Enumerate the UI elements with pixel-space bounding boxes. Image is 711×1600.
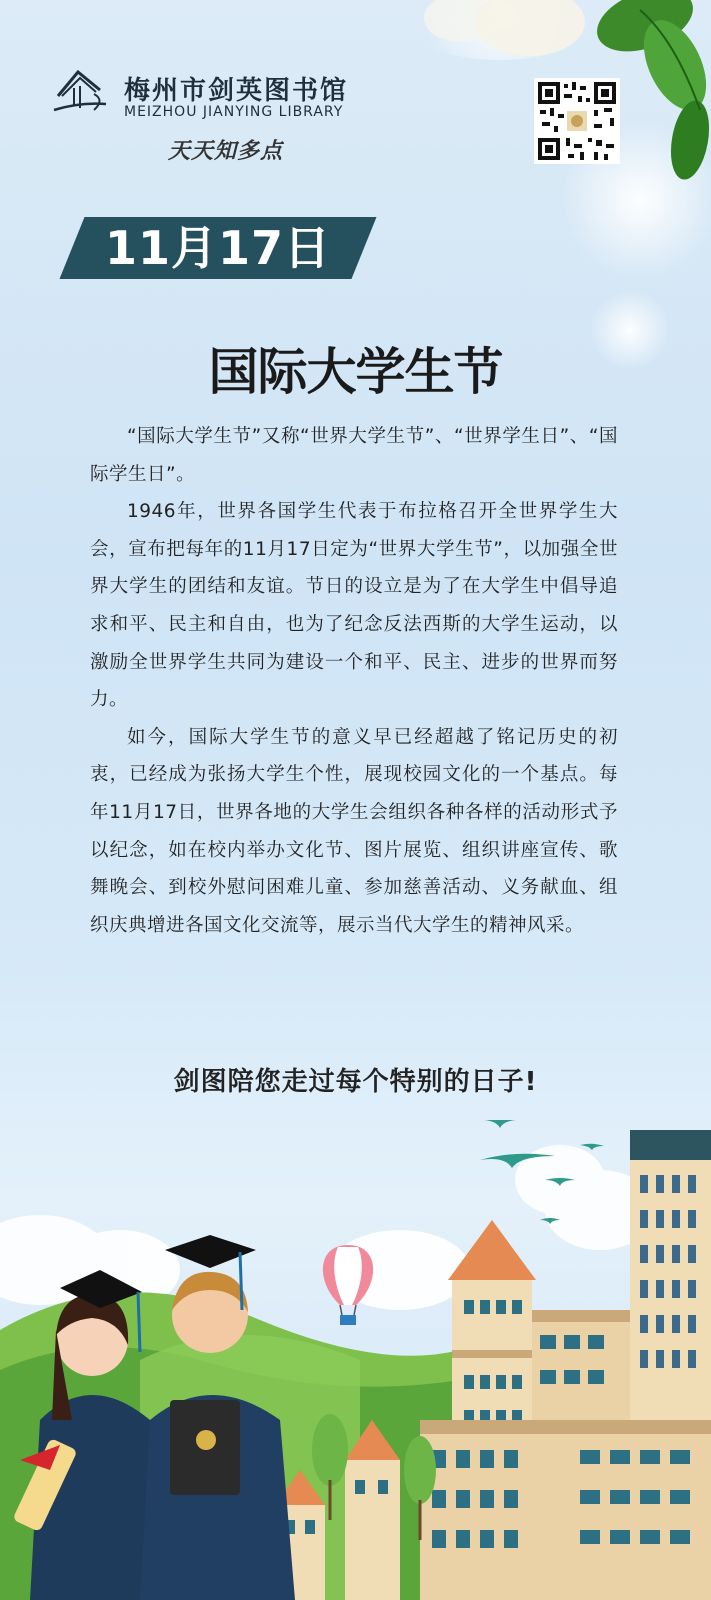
hot-air-balloon-icon [323, 1245, 373, 1325]
page-title: 国际大学生节 [208, 343, 503, 401]
article-body [90, 418, 618, 944]
paragraph: “国际大学生节”又称“世界大学生节”、“世界学生日”、“国际学生日”。 [90, 426, 618, 485]
paragraph: 如今，国际大学生节的意义早已经超越了铭记历史的初衷，已经成为张扬大学生个性，展现校园文化的一个基点。每年11月17日，世界各地的大学生会组织各种各样的活动形式予以纪念，如在校内举办文化节、图片展览、组织讲座宣传、歌舞晚会、到校外慰问困难儿童、参加慈善活动、义务献血、组织庆典增进各国文化交流等，展示当代大学生的精神风采。 [90, 726, 618, 936]
paragraph: 1946年，世界各国学生代表于布拉格召开全世界学生大会，宣布把每年的11月17日定为“世界大学生节”，以加强全世界大学生的团结和友谊。节日的设立是为了在大学生中倡导追求和平、民主和自由，也为了纪念反法西斯的大学生运动，以激励全世界学生共同为建设一个和平、民主、进步的世界而努力。 [90, 501, 618, 711]
qr-code[interactable] [534, 78, 620, 164]
library-logo-icon [50, 66, 110, 116]
slogan: 剑图陪您走过每个特别的日子! [173, 1067, 538, 1097]
library-name-en: MEIZHOU JIANYING LIBRARY [124, 104, 344, 120]
library-name-cn: 梅州市剑英图书馆 [124, 76, 349, 106]
tagline: 天天知多点 [168, 138, 284, 164]
bottom-illustration [0, 1120, 711, 1600]
cloud-decoration [420, 0, 590, 60]
date-banner: 11月17日 [104, 221, 332, 275]
